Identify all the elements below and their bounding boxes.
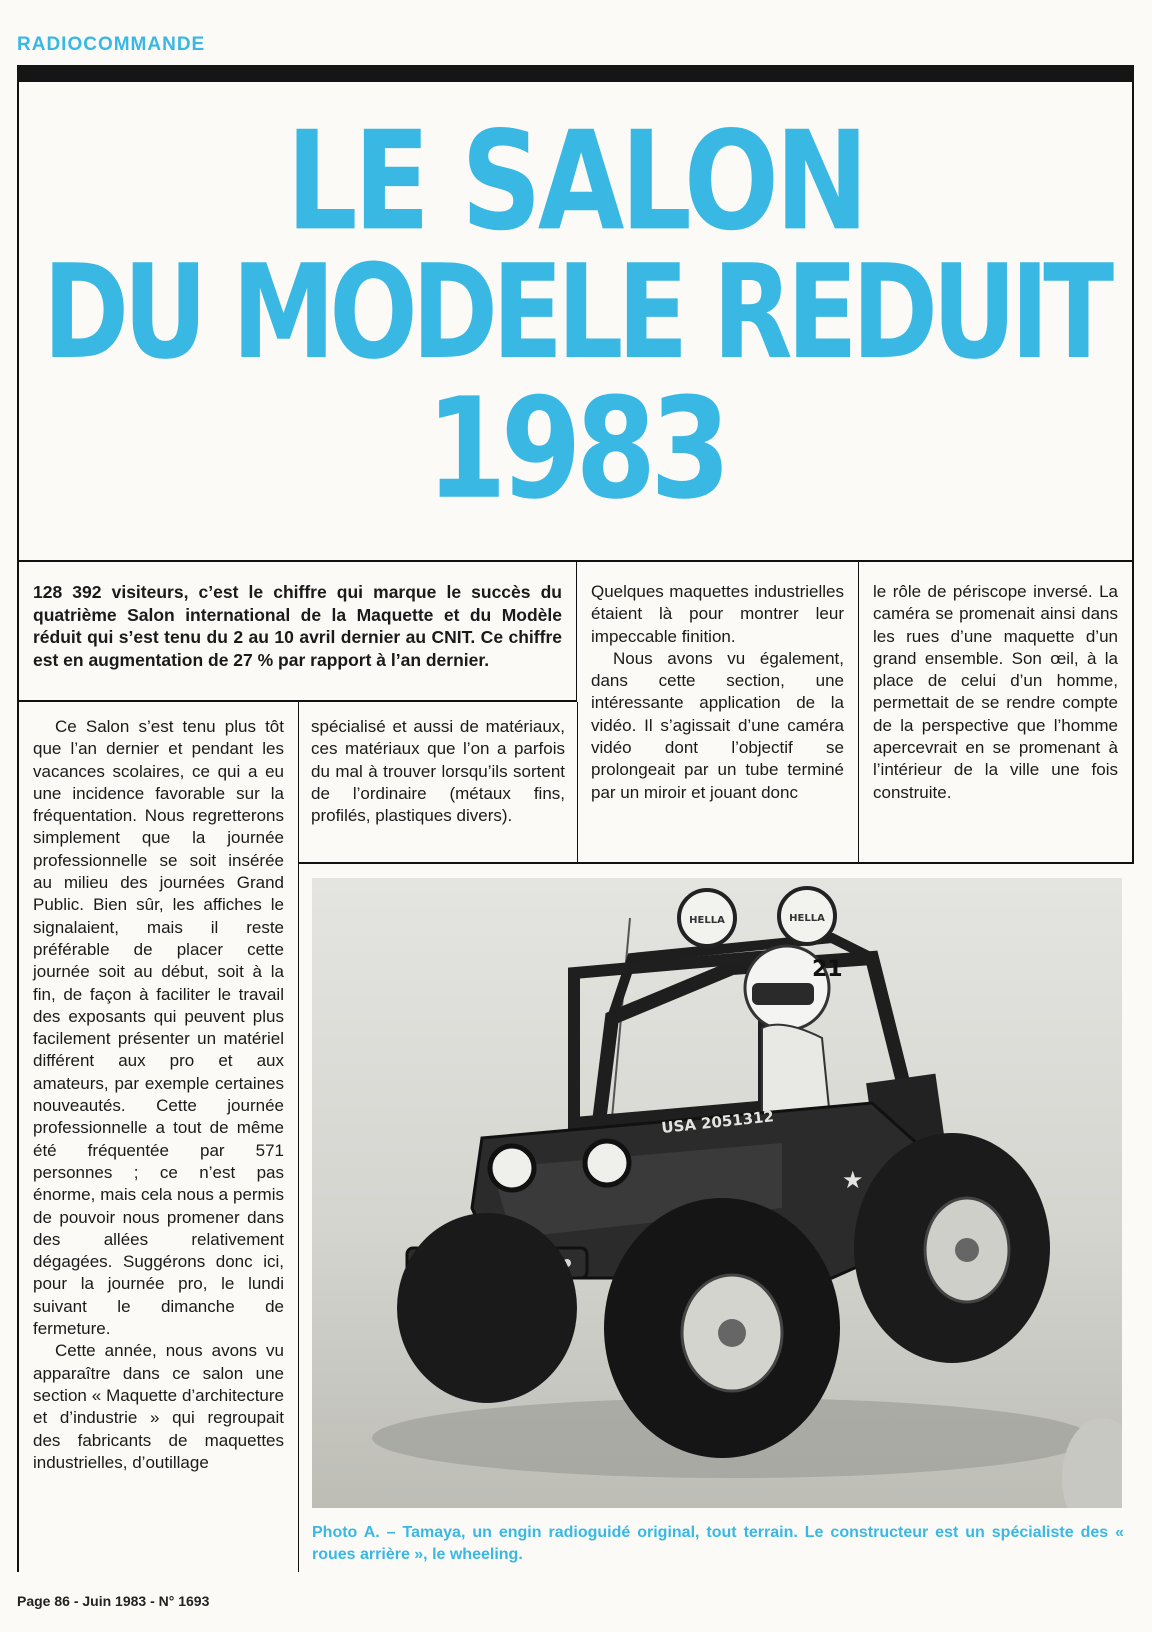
article-column-1 [17,702,299,1572]
svg-text:HELLA: HELLA [789,913,825,924]
page-footer: Page 86 - Juin 1983 - N° 1693 [17,1593,210,1609]
rc-truck-illustration [312,878,1122,1508]
wheel-rear [854,1133,1050,1363]
column-divider-rule [299,862,1134,864]
section-label: RADIOCOMMANDE [17,34,206,55]
column-2-paragraph: spécialisé et aussi de matériaux, ces matériaux que l’on a parfois du mal à trouver lorsqu’ils sortent de l’ordinaire (métaux fins, profilés, plastiques divers). [311,717,565,826]
title-box [17,82,1134,562]
driver-number: 21 [812,957,843,982]
column-1-paragraph-2: Cette année, nous avons vu apparaître dans ce salon une section « Maquette d’architecture et d’industrie » qui regroupait des fabricants de maquettes industrielles, d’outillage [33,1341,284,1472]
article-column-2 [299,702,578,862]
lamp-right [779,888,835,944]
photo-rc-truck [312,878,1122,1508]
column-3-paragraph-2: Nous avons vu également, dans cette section, une intéressante application de la vidéo. Il s’agissait d’une caméra vidéo dont l’objectif se prolongeait par un tube terminé par un miroir et jouant donc [591,648,844,802]
caption-label: Photo A. – [312,1524,396,1541]
svg-text:HELLA: HELLA [689,915,725,926]
article-column-3 [577,562,859,862]
title-line-3: 1983 [426,368,725,531]
title-line-1: LE SALON [286,102,865,262]
column-3-paragraph-1: Quelques maquettes industrielles étaient là pour montrer leur impeccable finition. [591,582,844,646]
lead-paragraph: 128 392 visiteurs, c’est le chiffre qui marque le succès du quatrième Salon international de la Maquette et du Modèle réduit qui s’est tenu du 2 au 10 avril dernier au CNIT. Ce chiffre est en augmentation de 27 % par rapport à l’an dernier. [17,562,577,702]
top-rule [17,65,1134,82]
plate-number: USA 2051312 [660,1107,775,1137]
column-1-paragraph-1: Ce Salon s’est tenu plus tôt que l’an dernier et pendant les vacances scolaires, ce qui a eu une incidence favorable sur la fréquentation. Nous regretterons simplement que la journée professionnelle se soit insérée au milieu des journées Grand Public. Bien sûr, les affiches le signalaient, mais il reste préférable de placer cette journée soit au début, soit à la fin, de façon à faciliter le travail des exposants qui peuvent plus facilement présenter un matériel différent aux pro et aux amateurs, par exemple certaines nouveautés. Cette journée professionnelle a tout de même été fréquentée par 571 personnes ; ce n’est pas énorme, mais cela nous a permis de pouvoir nous promener dans des allées relativement dégagées. Suggérons donc ici, pour la journée pro, le lundi suivant le dimanche de fermeture. [33,717,284,1339]
article-column-4 [859,562,1134,862]
wheel-front-right [604,1198,840,1458]
star-icon: ★ [842,1166,864,1194]
column-4-paragraph: le rôle de périscope inversé. La caméra se promenait ainsi dans les rues d’une maquette d’un grand ensemble. Son œil, à la place de celui d’un homme, permettait de se rendre compte de la perspective que l’homme apercevrait en se promenant à l’intérieur de la ville une fois construite. [873,582,1118,802]
photo-caption [312,1522,1124,1566]
title-line-2: DU MODELE REDUIT [42,235,1109,389]
caption-text: Tamaya, un engin radioguidé original, tout terrain. Le constructeur est un spécialiste des « roues arrière », le wheeling. [312,1524,1125,1563]
lamp-left [679,890,735,946]
wheel-front-left [397,1213,577,1403]
